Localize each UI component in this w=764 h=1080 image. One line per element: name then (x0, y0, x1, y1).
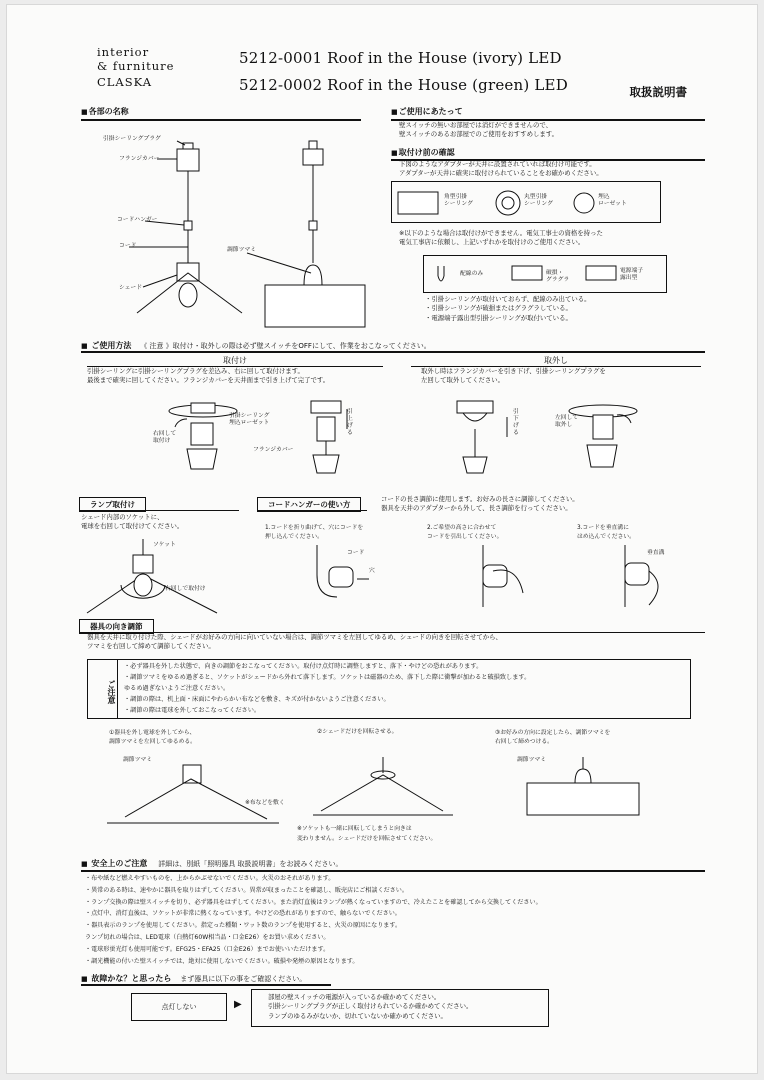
title-line-2: 5212-0002 Roof in the House (green) LED (239, 76, 568, 94)
hanger-step-3: 3.コードを垂直溝に はめ込んでください。 (577, 525, 635, 540)
hanger-desc: コードの長さ調節に使用します。お好みの長さに調節してください。 器具を天井のアダプターから外して、長さ調節を行ってください。 (381, 495, 579, 513)
hanger-step-1: 1.コードを折り曲げて、穴にコードを 押し込んでください。 (265, 525, 364, 540)
hand-icon-2 (313, 455, 339, 473)
hand-icon-4 (587, 445, 617, 467)
flange-cover-shape-2 (303, 149, 323, 165)
rotate-right-icon (175, 419, 187, 427)
preinstall-text: 下図のようなアダプターが天井に設置されていれば取付け可能です。 アダプターが天井に確実に取付けられていることをお確かめください。 (399, 160, 603, 178)
preinstall-heading: ■ 取付け前の確認 (391, 147, 455, 158)
parts-heading: ■ 各部の名称 (81, 106, 129, 117)
remove-title: 取外し (411, 355, 701, 367)
broken-ceiling-icon (512, 266, 542, 280)
symptom-box: 点灯しない (131, 993, 227, 1021)
caution-list: ・必ず器具を外した状態で、向きの調節をおこなってください。取付け点灯時に調整しますと、落下・やけどの恐れがあります。 ・調節ツマミをゆるめ過ぎると、ソケットがシェードから外れて落下します。ソケットは磁器のため、落下した際に衝撃が加わると破損致します。 ゆるめ過ぎないようご注意ください。 ・調節の際は、机上面・床面にやわらかい布などを敷き、キズが付かないようご注意ください。 ・調節の際は電球を外しておこなってください。 (124, 663, 531, 714)
remove-text: 取外し時はフランジカバーを引き下げ、引掛シーリングプラグを 左回して取外してください。 (421, 367, 606, 385)
label-flange: フランジカバー (119, 156, 160, 162)
usage-heading: ■ ご使用にあたって (391, 106, 463, 117)
brand-line-3: CLASKA (97, 75, 153, 89)
hand-icon (187, 449, 217, 469)
label-shade: シェード (119, 285, 143, 291)
exposed-terminal-icon (586, 266, 616, 280)
direction-text: 器具を天井に取り付けた際、シェードがお好みの方向に向いていない場合は、調節ツマミを左回してゆるめ、シェードの向きを回転させてから、 ツマミを右回して締めて調節してください。 (87, 633, 502, 651)
hanger-step-2: 2.ご希望の高さに合わせて コードを引出してください。 (427, 525, 503, 540)
title-line-1: 5212-0001 Roof in the House (ivory) LED (239, 49, 562, 67)
safety-list: ・布や紙など燃えやすいものを、上からかぶせないでください。火災のおそれがあります。 ・異常のある時は、速やかに器具を取りはずしてください。異常が収まったことを確認し、販売店にご相談ください。 ・ランプ交換の際は壁スイッチを切り、必ず器具をはずしてください。また消灯直後はランプが熱くなっていますので、冷えたことを確認してから交換してください。 ・点灯中、消灯直後は、ソケットが非常に熱くなっています。やけどの恐れがありますので、触らないでください。 ・器具表示のランプを使用してください。指定った種類・ワット数のランプを使用すると、火災の原因になります。 ランプ切れの場合は、LED電球（白熱灯60W相当品・口金E26）をお買い求めください。 ・電球形蛍光灯も使用可能です。EFG25・EFA25（口金E26）までお使いいただけます。 ・調光機能の付いた壁スイッチでは、絶対に使用しないでください。破損や発煙の原因となります。 (85, 875, 542, 965)
bare-wire-icon (438, 266, 444, 281)
bulb-shape-2 (134, 574, 152, 596)
method-heading: ■ ご使用方法 《 注意 》取付け・取外しの際は必ず壁スイッチをOFFにして、作業をおこなってください。 (81, 340, 431, 351)
square-ceiling-icon (398, 192, 438, 214)
check-box: 部屋の壁スイッチの電源が入っているか確かめてください。 引掛シーリングプラグが正しく取付けられているか確かめてください。 ランプのゆるみがないか、切れていないか確かめてください。 (251, 989, 549, 1027)
install-text: 引掛シーリングに引掛シーリングプラグを差込み、右に回して取付けます。 最後まで確実に回してください。フランジカバーを天井面まで引き上げて完了です。 (87, 367, 330, 385)
hanger-diagram (307, 545, 697, 611)
adapter-ok-box: 角型引掛 シーリング 丸型引掛 シーリング 埋込 ローゼット (391, 181, 661, 223)
direction-step-3: ③お好みの方向に設定したら、調節ツマミを 右回して締めつける。 (495, 730, 611, 745)
brand-line-1: interior (97, 45, 150, 59)
brand-line-2: & furniture (97, 59, 175, 73)
lamp-text: シェード内部のソケットに、 電球を右回して取付けてください。 (81, 513, 184, 531)
direction-step-1: ①器具を外し電球を外してから、 調節ツマミを左回してゆるめる。 (109, 730, 196, 745)
direction-title: 器具の向き調節 (79, 619, 154, 634)
install-title: 取付け (87, 355, 383, 367)
install-remove-diagram (147, 397, 707, 487)
lamp-diagram (87, 539, 257, 619)
parts-diagram (97, 123, 367, 333)
label-cord: コード (119, 243, 137, 249)
caution-box (87, 659, 691, 719)
label-knob: 調節ツマミ (227, 247, 256, 253)
direction-diagram (107, 757, 687, 827)
hanger-title: コードハンガーの使い方 (257, 497, 361, 512)
safety-heading: ■ 安全上のご注意 詳細は、別紙「照明器具 取扱説明書」をお読みください。 (81, 858, 342, 869)
document-type: 取扱説明書 (629, 85, 687, 99)
lamp-title: ランプ取付け (79, 497, 146, 512)
caution-label: ご注意 (88, 660, 118, 718)
label-plug: 引掛シーリングプラグ (103, 136, 161, 142)
direction-note: ※ソケットも一緒に回転してしまうと向きは 変わりません。シェードだけを回転させてください。 (297, 826, 437, 842)
bulb-shape (179, 283, 197, 307)
trouble-heading: ■ 故障かな？と思ったら まず器具に以下の事をご確認ください。 (81, 973, 306, 984)
shade-side-view (265, 285, 365, 327)
cord-hanger-shape (184, 221, 192, 230)
ceiling-adapter-shape (191, 403, 215, 413)
direction-step-2: ②シェードだけを回転させる。 (317, 729, 398, 735)
plug-shape-install (191, 423, 213, 445)
rosette-icon (574, 193, 594, 213)
label-cord-hanger: コードハンガー (117, 217, 158, 223)
adapter-ng-bullets: ・引掛シーリングが取付いておらず、配線のみ出ている。 ・引掛シーリングが破損またはグラグラしている。 ・電源端子露出型引掛シーリングが取付いている。 (425, 295, 591, 322)
flange-cover-shape (177, 149, 199, 171)
arrow-icon: ▶ (234, 999, 242, 1010)
hand-icon-3 (463, 457, 487, 473)
usage-text: 壁スイッチの無いお部屋では消灯ができませんので、 壁スイッチのあるお部屋でのご使用をおすすめします。 (399, 121, 559, 139)
plug-shape (183, 143, 193, 149)
parts-rule (81, 119, 361, 121)
product-title (239, 45, 568, 99)
adapter-note: ※以下のような場合は取付けができません。電気工事士の資格を持った 電気工事店に依頼し、上記いずれかを取付けのご使用ください。 (399, 229, 603, 247)
instruction-sheet: interior & furniture CLASKA 5212-0001 Roof in the House (ivory) LED 5212-0002 Roof in the House (green) LED 取扱説明書 ■ 各部の名称 引掛シーリングプラグ フランジカバー コードハンガー コード シェード 調節ツマミ ■ ご使用にあたって 壁スイッチの無いお部屋では消灯ができませんので、 壁スイッチのあるお部屋でのご使用をおすすめします。 ■ 取付け前の確認 下図のようなアダプターが天井に設置されていれば取付け可能です。 アダプターが天井に確実に取付けられていることをお確かめください。 角型引掛 シーリング 丸型引掛 シーリング 埋込 ローゼット ※以下のような場合は取付けができません。電気工事士の資格を持った 電気工事店に依頼し、上記いずれかを取付けのご使用ください。 配線のみ 破損・ グラグラ 電源端子 露出型 ・引掛シーリングが取付いておらず、配線のみ出ている。 ・引掛シーリングが破損またはグラグラしている。 ・電源端子露出型引掛シーリングが取付いている。 ■ ご使用方法 《 注意 》取付け・取外しの際は必ず壁スイッチをOFFにして、作業をおこなってください。 取付け 取外し 引掛シーリングに引掛シーリングプラグを差込み、右に回して取付けます。 最後まで確実に回してください。フランジカバーを天井面まで引き上げて完了です。 取外し時はフランジカバーを引き下げ、引掛シーリングプラグを 左回して取外してください。 右回して 取付け 引掛シーリング 埋込ローゼット フランジカバー 引 上 げ る 引 下 げ る 左回して 取外し ランプ取付け シェード内部のソケットに、 電球を右回して取付けてください。 ソケット 右回しで取付け コードハンガーの使い方 コードの長さ調節に使用します。お好みの長さに調節してください。 器具を天井のアダプターから外して、長さ調節を行ってください。 1.コードを折り曲げて、穴にコードを 押し込んでください。 2.ご希望の高さに合わせて コードを引出してください。 3.コードを垂直溝に はめ込んでください。 コード 穴 垂直溝 器具の向き調節 器具を天井に取り付けた際、シェードがお好みの方向に向いていない場合は、調節ツマミを左回してゆるめ、シェードの向きを回転させてから、 ツマミを右回して締めて調節してください。 ご注意 ・必ず器具を外した状態で、向きの調節をおこなってください。取付け点灯時に調整しますと、落下・やけどの恐れがあります。 ・調節ツマミをゆるめ過ぎると、ソケットがシェードから外れて落下します。ソケットは磁器のため、落下した際に衝撃が加わると破損致します。 ゆるめ過ぎないようご注意ください。 ・調節の際は、机上面・床面にやわらかい布などを敷き、キズが付かないようご注意ください。 ・調節の際は電球を外しておこなってください。 ①器具を外し電球を外してから、 調節ツマミを左回してゆるめる。 ②シェードだけを回転させる。 ③お好みの方向に設定したら、調節ツマミを 右回して締めつける。 調節ツマミ ※布などを敷く 調節ツマミ ※ソケットも一緒に回転してしまうと向きは 変わりません。シェードだけを回転させてください。 ■ 安全上のご注意 詳細は、別紙「照明器具 取扱説明書」をお読みください。 ・布や紙など燃えやすいものを、上からかぶせないでください。火災のおそれがあります。 ・異常のある時は、速やかに器具を取りはずしてください。異常が収まったことを確認し、販売店にご相談ください。 ・ランプ交換の際は壁スイッチを切り、必ず器具をはずしてください。また消灯直後はランプが熱くなっていますので、冷えたことを確認してから交換してください。 ・点灯中、消灯直後は、ソケットが非常に熱くなっています。やけどの恐れがありますので、触らないでください。 ・器具表示のランプを使用してください。指定った種類・ワット数のランプを使用すると、火災の原因になります。 ランプ切れの場合は、LED電球（白熱灯60W相当品・口金E26）をお買い求めください。 ・電球形蛍光灯も使用可能です。EFG25・EFA25（口金E26）までお使いいただけます。 ・調光機能の付いた壁スイッチでは、絶対に使用しないでください。破損や発煙の原因となります。 ■ 故障かな？と思ったら まず器具に以下の事をご確認ください。 点灯しない ▶ 部屋の壁スイッチの電源が入っているか確かめてください。 引掛シーリングプラグが正しく取付けられているか確かめてください。 ランプのゆるみがないか、切れていないか確かめてください。 (6, 4, 758, 1074)
brand-block (97, 45, 174, 89)
adapter-ng-box: 配線のみ 破損・ グラグラ 電源端子 露出型 (423, 255, 667, 293)
